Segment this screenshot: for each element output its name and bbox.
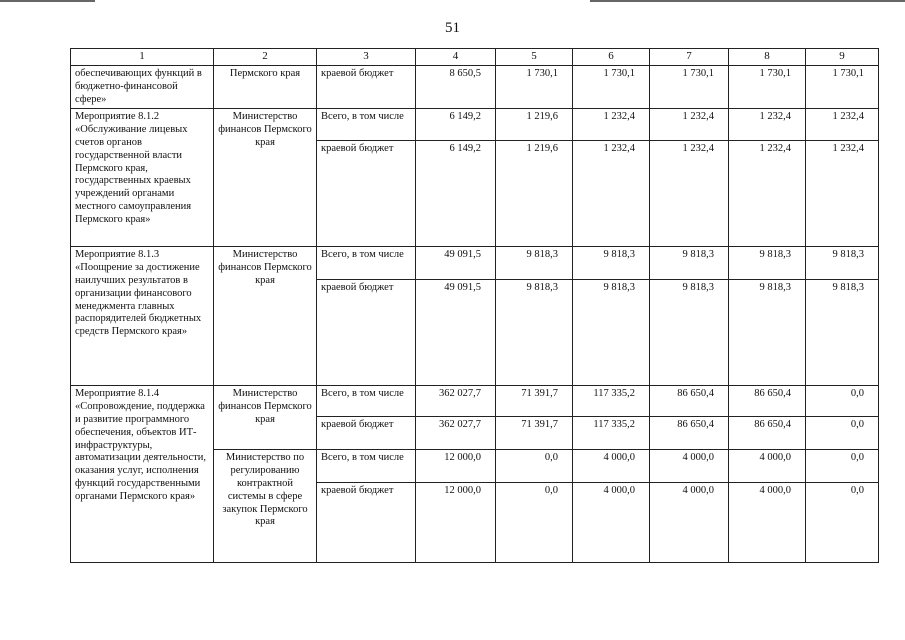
value-cell: 1 232,4 bbox=[573, 109, 650, 141]
value-cell: 49 091,5 bbox=[416, 280, 496, 386]
value-cell: 4 000,0 bbox=[729, 483, 806, 563]
source-cell: краевой бюджет bbox=[317, 483, 416, 563]
value-cell: 4 000,0 bbox=[650, 483, 729, 563]
value-cell: 9 818,3 bbox=[496, 247, 573, 280]
value-cell: 12 000,0 bbox=[416, 483, 496, 563]
value-cell: 9 818,3 bbox=[573, 247, 650, 280]
value-cell: 1 219,6 bbox=[496, 109, 573, 141]
activity-cell: Мероприятие 8.1.2 «Обслуживание лицевых счетов органов государственной власти Пермского края, государственных краевых учреждений органами местного самоуправления Пермского края» bbox=[71, 109, 214, 247]
value-cell: 8 650,5 bbox=[416, 66, 496, 109]
value-cell: 362 027,7 bbox=[416, 386, 496, 417]
budget-table bbox=[70, 48, 879, 563]
page-number: 51 bbox=[445, 20, 460, 36]
value-cell: 4 000,0 bbox=[573, 450, 650, 483]
value-cell: 0,0 bbox=[806, 386, 879, 417]
value-cell: 0,0 bbox=[496, 450, 573, 483]
value-cell: 1 730,1 bbox=[496, 66, 573, 109]
header-cell: 3 bbox=[317, 49, 416, 66]
executor-cell: Пермского края bbox=[214, 66, 317, 109]
value-cell: 0,0 bbox=[806, 417, 879, 450]
value-cell: 362 027,7 bbox=[416, 417, 496, 450]
value-cell: 1 232,4 bbox=[806, 141, 879, 247]
value-cell: 1 232,4 bbox=[650, 109, 729, 141]
value-cell: 1 730,1 bbox=[729, 66, 806, 109]
value-cell: 117 335,2 bbox=[573, 386, 650, 417]
value-cell: 12 000,0 bbox=[416, 450, 496, 483]
table-row bbox=[71, 66, 879, 109]
header-cell: 8 bbox=[729, 49, 806, 66]
value-cell: 1 730,1 bbox=[806, 66, 879, 109]
source-cell: краевой бюджет bbox=[317, 280, 416, 386]
executor-cell: Министерство финансов Пермского края bbox=[214, 386, 317, 450]
value-cell: 1 232,4 bbox=[729, 109, 806, 141]
value-cell: 49 091,5 bbox=[416, 247, 496, 280]
activity-cell: Мероприятие 8.1.4 «Сопровождение, поддержка и развитие программного обеспечения, объектов ИТ-инфраструктуры, автоматизации деятельности, оказания услуг, исполнения функций государственными органами Пермского края» bbox=[71, 386, 214, 563]
value-cell: 9 818,3 bbox=[650, 247, 729, 280]
executor-cell: Министерство по регулированию контрактной системы в сфере закупок Пермского края bbox=[214, 450, 317, 563]
source-cell: Всего, в том числе bbox=[317, 386, 416, 417]
header-cell: 5 bbox=[496, 49, 573, 66]
value-cell: 86 650,4 bbox=[729, 417, 806, 450]
activity-cell: обеспечивающих функций в бюджетно-финансовой сфере» bbox=[71, 66, 214, 109]
header-cell: 6 bbox=[573, 49, 650, 66]
value-cell: 9 818,3 bbox=[496, 280, 573, 386]
value-cell: 86 650,4 bbox=[650, 386, 729, 417]
value-cell: 4 000,0 bbox=[729, 450, 806, 483]
value-cell: 9 818,3 bbox=[729, 280, 806, 386]
header-cell: 7 bbox=[650, 49, 729, 66]
table-row bbox=[71, 386, 879, 417]
activity-cell: Мероприятие 8.1.3 «Поощрение за достижение наилучших результатов в организации финансового менеджмента главных распорядителей бюджетных средств Пермского края» bbox=[71, 247, 214, 386]
value-cell: 0,0 bbox=[806, 483, 879, 563]
value-cell: 6 149,2 bbox=[416, 109, 496, 141]
value-cell: 86 650,4 bbox=[729, 386, 806, 417]
value-cell: 1 232,4 bbox=[573, 141, 650, 247]
header-cell: 4 bbox=[416, 49, 496, 66]
header-cell: 1 bbox=[71, 49, 214, 66]
source-cell: краевой бюджет bbox=[317, 66, 416, 109]
executor-cell: Министерство финансов Пермского края bbox=[214, 109, 317, 247]
value-cell: 0,0 bbox=[496, 483, 573, 563]
executor-cell: Министерство финансов Пермского края bbox=[214, 247, 317, 386]
value-cell: 86 650,4 bbox=[650, 417, 729, 450]
table-row bbox=[71, 247, 879, 280]
top-rule-left bbox=[0, 0, 95, 2]
value-cell: 1 219,6 bbox=[496, 141, 573, 247]
value-cell: 1 232,4 bbox=[729, 141, 806, 247]
value-cell: 71 391,7 bbox=[496, 417, 573, 450]
value-cell: 9 818,3 bbox=[806, 280, 879, 386]
source-cell: Всего, в том числе bbox=[317, 109, 416, 141]
value-cell: 9 818,3 bbox=[573, 280, 650, 386]
source-cell: краевой бюджет bbox=[317, 417, 416, 450]
value-cell: 1 232,4 bbox=[650, 141, 729, 247]
value-cell: 71 391,7 bbox=[496, 386, 573, 417]
value-cell: 9 818,3 bbox=[806, 247, 879, 280]
value-cell: 0,0 bbox=[806, 450, 879, 483]
value-cell: 9 818,3 bbox=[729, 247, 806, 280]
header-cell: 2 bbox=[214, 49, 317, 66]
value-cell: 1 730,1 bbox=[650, 66, 729, 109]
source-cell: краевой бюджет bbox=[317, 141, 416, 247]
source-cell: Всего, в том числе bbox=[317, 247, 416, 280]
header-cell: 9 bbox=[806, 49, 879, 66]
value-cell: 1 232,4 bbox=[806, 109, 879, 141]
value-cell: 6 149,2 bbox=[416, 141, 496, 247]
value-cell: 4 000,0 bbox=[573, 483, 650, 563]
value-cell: 1 730,1 bbox=[573, 66, 650, 109]
source-cell: Всего, в том числе bbox=[317, 450, 416, 483]
value-cell: 4 000,0 bbox=[650, 450, 729, 483]
value-cell: 117 335,2 bbox=[573, 417, 650, 450]
header-row bbox=[71, 49, 879, 66]
table-row bbox=[71, 109, 879, 141]
top-rule-right bbox=[590, 0, 905, 2]
value-cell: 9 818,3 bbox=[650, 280, 729, 386]
